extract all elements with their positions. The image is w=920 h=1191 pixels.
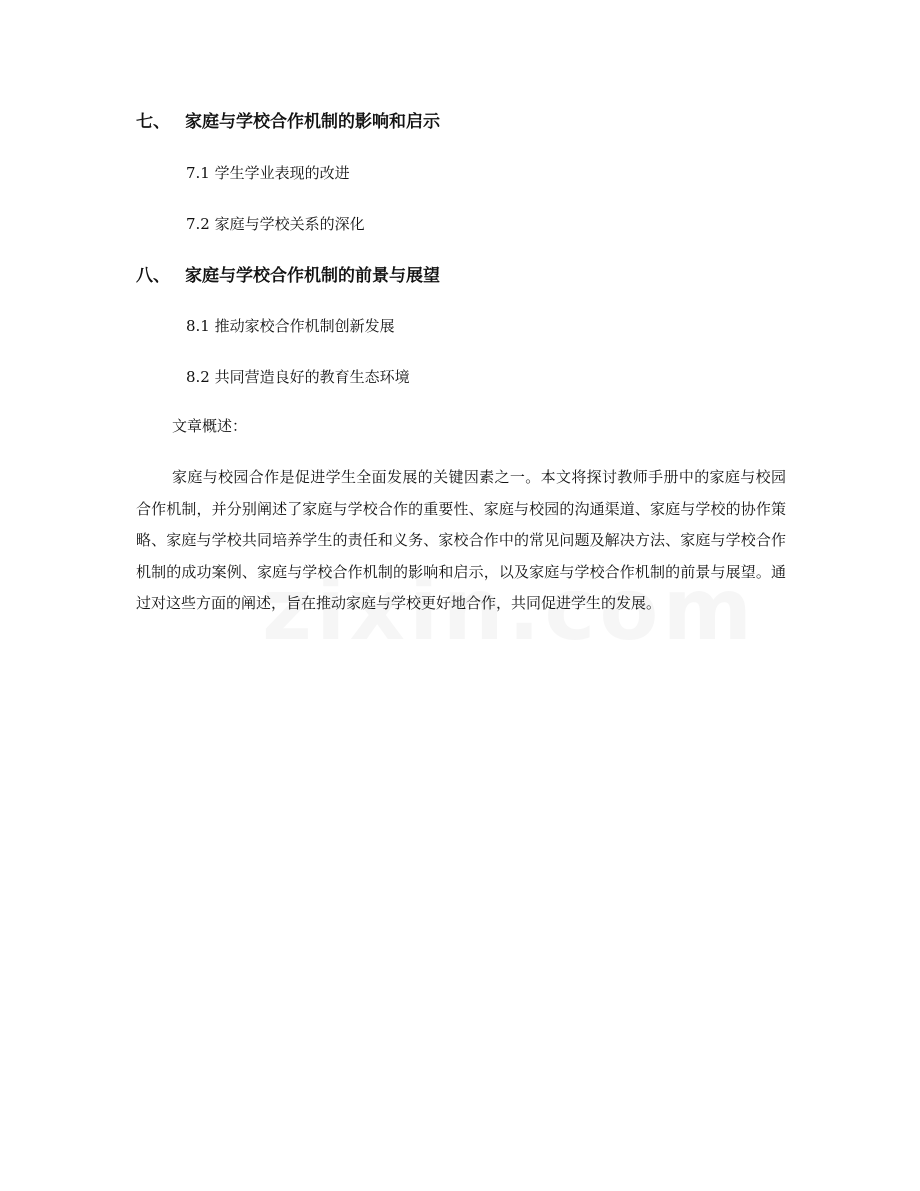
subsection-7-2: 7.2 家庭与学校关系的深化 bbox=[186, 215, 365, 233]
section-heading-8 bbox=[136, 264, 440, 288]
subsection-8-1: 8.1 推动家校合作机制创新发展 bbox=[186, 317, 395, 335]
subsection-8-2: 8.2 共同营造良好的教育生态环境 bbox=[186, 368, 410, 386]
section-title: 家庭与学校合作机制的影响和启示 bbox=[185, 112, 440, 132]
overview-paragraph: 家庭与校园合作是促进学生全面发展的关键因素之一。本文将探讨教师手册中的家庭与校园合作机制，并分别阐述了家庭与学校合作的重要性、家庭与校园的沟通渠道、家庭与学校的协作策略、家庭与学校共同培养学生的责任和义务、家校合作中的常见问题及解决方法、家庭与学校合作机制的成功案例、家庭与学校合作机制的影响和启示，以及家庭与学校合作机制的前景与展望。通过对这些方面的阐述，旨在推动家庭与学校更好地合作，共同促进学生的发展。 bbox=[136, 468, 786, 613]
subsection-7-1: 7.1 学生学业表现的改进 bbox=[186, 164, 350, 182]
section-title: 家庭与学校合作机制的前景与展望 bbox=[185, 266, 440, 286]
section-heading-7 bbox=[136, 110, 440, 134]
section-number: 七、 bbox=[136, 112, 170, 132]
section-number: 八、 bbox=[136, 266, 170, 286]
overview-label: 文章概述： bbox=[172, 417, 248, 435]
